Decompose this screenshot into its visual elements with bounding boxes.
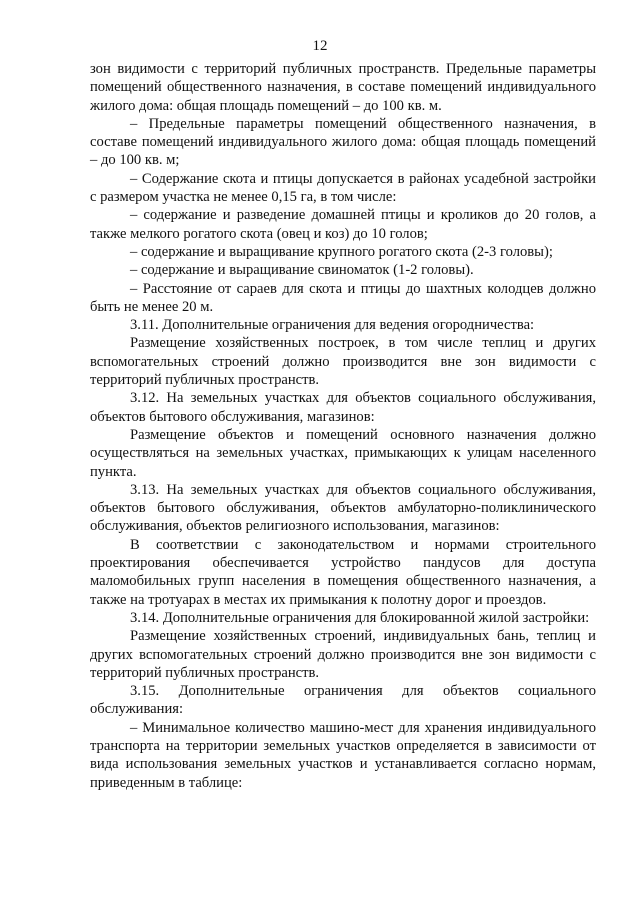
section-heading: 3.13. На земельных участках для объектов социального обслуживания, объектов бытового обслуживания, объектов амбулаторно-поликлинического обслуживания, объектов религиозного использования, магазинов: (90, 481, 596, 535)
section-heading: 3.11. Дополнительные ограничения для ведения огородничества: (130, 317, 535, 334)
paragraph: – Предельные параметры помещений общественного назначения, в составе помещений индивидуального жилого дома: общая площадь помещений – до 100 кв. м; (90, 115, 596, 169)
paragraph: – Расстояние от сараев для скота и птицы до шахтных колодцев должно быть не менее 20 м. (90, 280, 596, 315)
paragraph: Размещение объектов и помещений основного назначения должно осуществляться на земельных участках, примыкающих к улицам населенного пункта. (90, 426, 596, 480)
paragraph: – содержание и выращивание крупного рогатого скота (2-3 головы); (130, 243, 553, 260)
section-heading: 3.12. На земельных участках для объектов социального обслуживания, объектов бытового обслуживания, магазинов: (90, 390, 596, 425)
section-heading: 3.15. Дополнительные ограничения для объектов социального обслуживания: (90, 683, 596, 718)
page-number: 12 (312, 38, 328, 54)
paragraph: – Содержание скота и птицы допускается в районах усадебной застройки с размером участка не менее 0,15 га, в том числе: (90, 170, 596, 206)
paragraph: В соответствии с законодательством и нормами строительного проектирования обеспечивается устройство пандусов для доступа маломобильных групп населения в помещения общественного назначения, а также на тротуарах в местах их примыкания к полотну дорог и проездов. (90, 536, 596, 608)
paragraph: – содержание и выращивание свиноматок (1-2 головы). (130, 262, 474, 279)
paragraph: Размещение хозяйственных строений, индивидуальных бань, теплиц и других вспомогательных строений должно производится вне зон видимости с территорий публичных пространств. (90, 628, 596, 681)
document-body (90, 60, 596, 792)
paragraph: – Минимальное количество машино-мест для хранения индивидуального транспорта на территории земельных участков определяется в зависимости от вида использования земельных участков и устанавливается согласно нормам, приведенным в таблице: (90, 719, 596, 791)
paragraph: – содержание и разведение домашней птицы и кроликов до 20 голов, а также мелкого рогатого скота (овец и коз) до 10 голов; (90, 207, 596, 242)
section-heading: 3.14. Дополнительные ограничения для блокированной жилой застройки: (130, 609, 590, 626)
paragraph: зон видимости с территорий публичных пространств. Предельные параметры помещений общественного назначения, в составе помещений индивидуального жилого дома: общая площадь помещений – до 100 кв. м. (90, 61, 596, 114)
paragraph: Размещение хозяйственных построек, в том числе теплиц и других вспомогательных строений должно производится вне зон видимости с территорий публичных пространств. (90, 335, 596, 389)
